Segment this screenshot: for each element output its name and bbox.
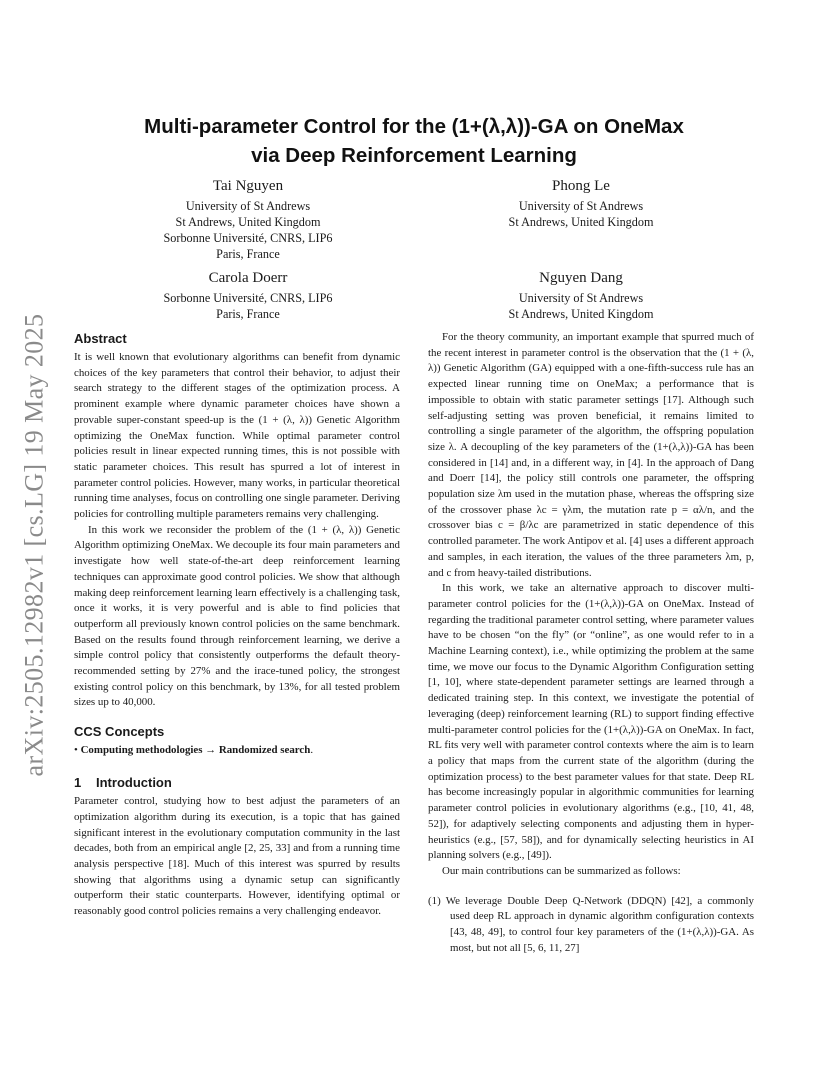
ccs-arrow: → [205,744,217,757]
author-name: Tai Nguyen [212,178,284,194]
abstract-heading: Abstract [74,331,127,346]
author-affiliation: Sorbonne Université, CNRS, LIP6 [163,231,333,245]
section-title: Introduction [96,775,172,791]
author-name: Phong Le [552,178,610,194]
ccs-subconcept: Randomized search [218,744,311,757]
abstract-paragraph: In this work we reconsider the problem of the (1 + (λ, λ)) Genetic Algorithm optimizing OneMax. We decouple its four main parameters and investigate how well state-of-the-art deep reinforcement learning techniques can approximate good control policies. We show that although making deep reinforcement learning learn effectively is a challenging task, once it works, it is very powerful and is able to find policies that outperform all previously known control policies on the same benchmark. Based on the results found through reinforcement learning, we derive a simple control policy that consistently outperforms the default theory-recommended setting by 27% and the irace-tuned policy, the strongest existing control policy on this benchmark, by 13%, for all tested problem sizes up to 40,000. [74,523,400,709]
author-name: Carola Doerr [208,270,288,286]
abstract-paragraph: It is well known that evolutionary algorithms can benefit from dynamic choices of the key parameters that control their behavior, to adjust their search strategy to the different stages of the optimization process. A prominent example where dynamic parameter choices have shown a provable super-constant speed-up is the (1 + (λ, λ)) Genetic Algorithm optimizing the OneMax function. While optimal parameter control policies result in linear expected running times, this is not possible with static parameter choices. This result has spurred a lot of interest in parameter control policies. However, many works, in particular theoretical running time analyses, focus on controlling one single parameter. Deriving policies for controlling multiple parameters remains very challenging. [74,351,400,521]
right-column [428,330,754,956]
arxiv-identifier-text: arXiv:2505.12982v1 [cs.LG] 19 May 2025 [19,313,49,777]
author-affiliation: Paris, France [216,307,280,321]
contribution-list-item: (1) We leverage Double Deep Q-Network (DDQN) [42], a commonly used deep RL approach in dynamic algorithm configuration contexts [43, 48, 49], to control four key parameters of the (1+(λ,λ))-GA. As most, but not all [5, 6, 11, 27] [428,894,754,954]
author-affiliation: Paris, France [216,247,280,261]
left-column [74,330,400,920]
body-paragraph: For the theory community, an important example that spurred much of the recent interest in parameter control is the observation that the (1 + (λ, λ)) Genetic Algorithm (GA) equipped with a one-fifth-success rule has an expected linear running time on OneMax; a performance that is impossible to obtain with static parameter settings [17]. Although such self-adjusting setting was proven beneficial, it remains limited to controlling a single parameter of the algorithm, the offspring population size λ. A decoupling of the key parameters of the (1+(λ,λ))-GA has been considered in [14] and, in a different way, in [4]. In the approach of Dang and Doerr [14], the policy still controls one parameter, the offspring population size λm used in the mutation phase, whereas the offspring size of the crossover phase λc = γλm, the mutation rate p = αλ/n, and the crossover bias c = β/λc are parametrized in static dependence of this controlled parameter. The work Antipov et al. [4] uses a different approach and samples, in each iteration, the values of the three parameters λm, p, and c from heavy-tailed distributions. [428,331,754,579]
ccs-concept-entry [74,743,400,758]
author-affiliation: University of St Andrews [185,199,311,213]
author-name: Nguyen Dang [539,270,623,286]
arxiv-identifier-stamp [10,310,58,780]
introduction-heading [74,774,400,792]
ccs-bullet: • [74,744,78,757]
paper-title-line-1: Multi-parameter Control for the (1+(λ,λ))-GA on OneMax [144,115,684,138]
introduction-paragraph: Parameter control, studying how to best adjust the parameters of an optimization algorithm during its execution, is a topic that has gained significant interest in the evolutionary computation community in the last decades, both from an empirical angle [2, 25, 33] and from a running time analysis perspective [18]. Much of this interest was spurred by results showing that algorithms using a dynamic setup can significantly outperform their static counterparts. However, identifying optimal or reasonably good control policies remains a very challenging endeavor. [74,795,400,918]
author-block [128,176,368,262]
ccs-period: . [310,744,314,757]
author-block [461,268,701,322]
author-affiliation: St Andrews, United Kingdom [175,215,321,229]
author-affiliation: Sorbonne Université, CNRS, LIP6 [163,291,333,305]
body-paragraph: In this work, we take an alternative approach to discover multi-parameter control policies for the (1+(λ,λ))-GA on OneMax. Instead of regarding the traditional parameter control setting, where parameter values have to be chosen “on the fly” (or “online”, as one would refer to in a Machine Learning context), i.e., while optimizing the problem at the same time, we move our focus to the Dynamic Algorithm Configuration setting [1, 10], where state-dependent parameter settings are learned through a dedicated training step. In this context, we investigate the potential of leveraging (deep) reinforcement learning (RL) to support finding effective multi-parameter control policies for the (1+(λ,λ))-GA on OneMax. In fact, RL fits very well with parameter control contexts where the aim is to learn a policy that maps from the current state of the algorithm (during the optimization process) to the best parameter values for that state. Deep RL has become increasingly popular in algorithmic communities for learning parameter control policies in evolutionary algorithms (e.g., [10, 41, 48, 52]), for adaptively selecting components and adjusting them in hyper-heuristics (e.g., [57, 58]), and for dynamically selecting heuristics in AI planning solvers (e.g., [49]). [428,582,754,862]
ccs-concept: Computing methodologies [80,744,203,757]
author-affiliation: University of St Andrews [518,199,644,213]
author-affiliation: St Andrews, United Kingdom [508,307,654,321]
paper-title-line-2: via Deep Reinforcement Learning [251,144,577,167]
body-paragraph: Our main contributions can be summarized as follows: [442,864,681,877]
ccs-concepts-heading: CCS Concepts [74,724,165,740]
author-block [128,268,368,322]
section-number: 1 [74,775,82,791]
paper-title [74,112,754,170]
author-affiliation: St Andrews, United Kingdom [508,215,654,229]
author-block [461,176,701,230]
author-affiliation: University of St Andrews [518,291,644,305]
